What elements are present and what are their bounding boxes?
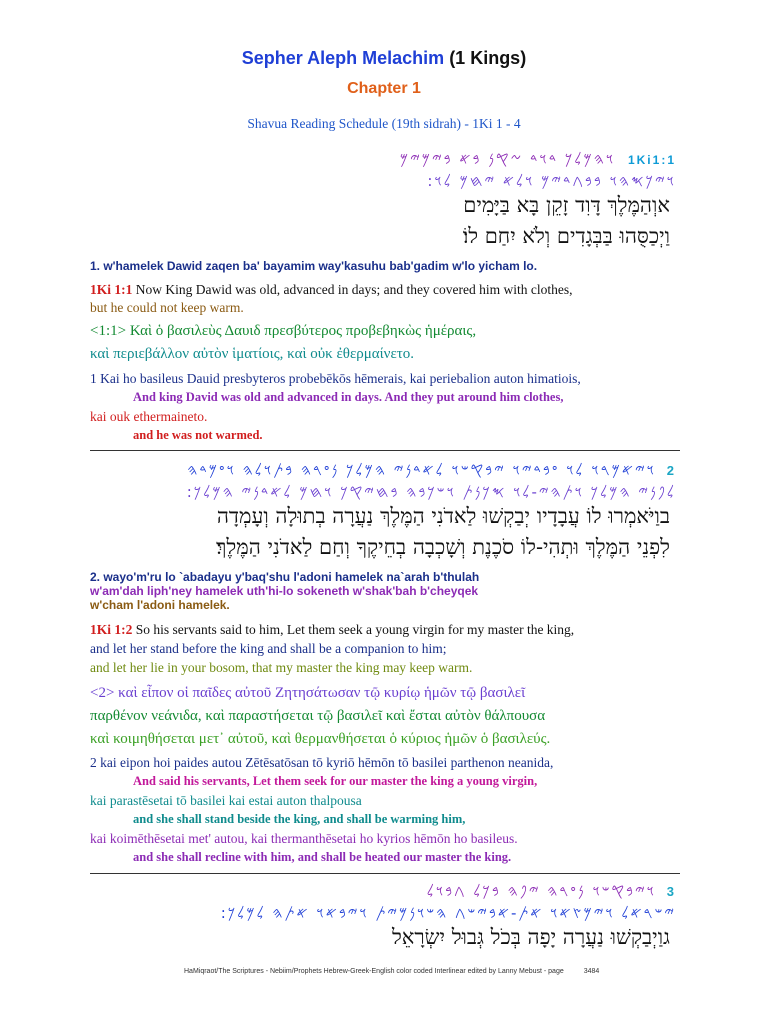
paleo-text: 𐤅𐤄𐤌𐤋𐤊 𐤃𐤅𐤃 𐤆𐤒𐤍 𐤁𐤀 𐤁𐤉𐤌𐤉𐤌	[399, 150, 616, 168]
book-title	[0, 48, 768, 69]
paleo-line	[400, 150, 676, 168]
book-title-paren: (1 Kings)	[449, 48, 527, 68]
page-footer	[184, 968, 599, 975]
verse-ref-number: 3	[666, 884, 676, 899]
chapter-heading: Chapter 1	[347, 80, 421, 97]
verse-separator	[90, 450, 680, 451]
greek-line: καὶ κοιμηθήσεται μετ᾽ αὐτοῦ, καὶ θερμανθήσεται ὁ κύριος ἡμῶν ὁ βασιλεύς.	[90, 731, 551, 747]
greek-line: καὶ περιεβάλλον αὐτὸν ἱματίοις, καὶ οὐκ ἐθερμαίνετο.	[90, 346, 415, 362]
paleo-line: 𐤉𐤔𐤓𐤀𐤋 𐤅𐤉𐤌𐤑𐤀𐤅 𐤀𐤕-𐤀𐤁𐤉𐤔𐤂 𐤄𐤔𐤅𐤍𐤌𐤉𐤕 𐤅𐤉𐤁𐤀𐤅 𐤀𐤕𐤄 𐤋𐤌𐤋𐤊:	[220, 904, 676, 922]
transliteration-line: 1. w'hamelek Dawid zaqen ba' bayamim way'kasuhu bab'gadim w'lo yicham lo.	[90, 259, 538, 273]
english-line: and let her stand before the king and shall be a companion to him;	[90, 641, 447, 656]
greek-line: <2> καὶ εἶπον οἱ παῖδες αὐτοῦ Ζητησάτωσαν τῷ κυρίῳ ἡμῶν τῷ βασιλεῖ	[90, 685, 526, 701]
hebrew-line: לִפְנֵי הַמֶּלֶךְ וּתְהִי-לוֹ סֹכֶנֶת וְשָׁכְבָה בְחֵיקֶךָ וְחַם לַאדֹנִי הַמֶּלֶךְ׃	[216, 535, 670, 559]
paleo-line	[187, 461, 676, 479]
paleo-line: 𐤅𐤉𐤊𐤎𐤄𐤅 𐤁𐤁𐤂𐤃𐤉𐤌 𐤅𐤋𐤀 𐤉𐤇𐤌 𐤋𐤅:	[427, 172, 676, 190]
english-text: Now King Dawid was old, advanced in days; and they covered him with clothes,	[135, 282, 573, 297]
paleo-line	[427, 882, 676, 900]
hebrew-line: גוַיְבַקְשׁוּ נַעֲרָה יָפָה בְּכֹל גְּבוּל יִשְׂרָאֵל	[391, 925, 670, 949]
paleo-text: 𐤅𐤉𐤀𐤌𐤓𐤅 𐤋𐤅 𐤏𐤁𐤃𐤉𐤅 𐤉𐤁𐤒𐤔𐤅 𐤋𐤀𐤃𐤍𐤉 𐤄𐤌𐤋𐤊 𐤍𐤏𐤓𐤄 𐤁𐤕𐤅𐤋𐤄 𐤅𐤏𐤌𐤃𐤄	[187, 461, 656, 479]
verse-ref-label: 1Ki1:1	[627, 153, 676, 167]
greek-translit-line: kai parastēsetai tō basilei kai estai auton thalpousa	[90, 793, 362, 808]
reading-schedule: Shavua Reading Schedule (19th sidrah) - 1Ki 1 - 4	[247, 116, 521, 131]
english-gloss-line: and she shall stand beside the king, and shall be warming him,	[133, 812, 466, 826]
transliteration-line: w'am'dah liph'ney hamelek uth'hi-lo sokeneth w'shak'bah b'cheyqek	[90, 584, 479, 598]
english-verse-ref: 1Ki 1:1	[90, 282, 133, 297]
english-line	[90, 282, 573, 298]
footer-text: HaMiqraot/The Scriptures - Nebiim/Prophets Hebrew-Greek-English color coded Interlinear edited by Lanny Mebust - page	[184, 968, 564, 975]
hebrew-line: אוְהַמֶּלֶךְ דָּוִד זָקֵן בָּא בַּיָּמִים	[463, 193, 670, 217]
greek-translit-line: kai ouk ethermaineto.	[90, 409, 208, 424]
english-line	[90, 622, 574, 638]
english-verse-ref: 1Ki 1:2	[90, 622, 133, 637]
book-title-main: Sepher Aleph Melachim	[241, 48, 445, 68]
english-gloss-line: And said his servants, Let them seek for our master the king a young virgin,	[133, 774, 538, 788]
greek-translit-line: kai koimēthēsetai met' autou, kai thermanthēsetai ho kyrios hēmōn ho basileus.	[90, 831, 518, 846]
hebrew-line: בוַיֹּאמְרוּ לוֹ עֲבָדָיו יְבַקְשׁוּ לַאדֹנִי הַמֶּלֶךְ נַעֲרָה בְתוּלָה וְעָמְדָה	[216, 504, 670, 528]
greek-translit-line: 1 Kai ho basileus Dauid presbyteros probebēkōs hēmerais, kai periebalion auton himatiois,	[90, 371, 581, 386]
english-gloss-line: And king David was old and advanced in days. And they put around him clothes,	[133, 390, 564, 404]
greek-translit-line: 2 kai eipon hoi paides autou Zētēsatōsan tō kyriō hēmōn tō basilei parthenon neanida,	[90, 755, 554, 770]
transliteration-line: w'cham l'adoni hamelek.	[90, 598, 230, 612]
english-line: but he could not keep warm.	[90, 300, 244, 315]
english-line: and let her lie in your bosom, that my master the king may keep warm.	[90, 660, 473, 675]
paleo-text: 𐤅𐤉𐤁𐤒𐤔𐤅 𐤍𐤏𐤓𐤄 𐤉𐤐𐤄 𐤁𐤊𐤋 𐤂𐤁𐤅𐤋	[426, 882, 656, 900]
hebrew-line: וַיְכַסֻּהוּ בַּבְּגָדִים וְלֹא יִחַם לוֹ׃	[462, 224, 670, 248]
greek-line: <1:1> Καὶ ὁ βασιλεὺς Δαυιδ πρεσβύτερος προβεβηκὼς ἡμέραις,	[90, 323, 477, 339]
english-gloss-line: and she shall recline with him, and shall be heated our master the king.	[133, 850, 512, 864]
verse-separator	[90, 873, 680, 874]
transliteration-line: 2. wayo'm'ru lo `abadayu y'baq'shu l'adoni hamelek na`arah b'thulah	[90, 570, 480, 584]
greek-line: παρθένον νεάνιδα, καὶ παραστήσεται τῷ βασιλεῖ καὶ ἔσται αὐτὸν θάλπουσα	[90, 708, 546, 724]
english-gloss-line: and he was not warmed.	[133, 428, 263, 442]
page-number: 3484	[583, 968, 600, 975]
verse-ref-number: 2	[666, 463, 676, 478]
english-text: So his servants said to him, Let them seek a young virgin for my master the king,	[135, 622, 575, 637]
paleo-line: 𐤋𐤐𐤍𐤉 𐤄𐤌𐤋𐤊 𐤅𐤕𐤄𐤉-𐤋𐤅 𐤎𐤊𐤍𐤕 𐤅𐤔𐤊𐤁𐤄 𐤁𐤇𐤉𐤒𐤊 𐤅𐤇𐤌 𐤋𐤀𐤃𐤍𐤉 𐤄𐤌𐤋𐤊:	[186, 483, 676, 501]
